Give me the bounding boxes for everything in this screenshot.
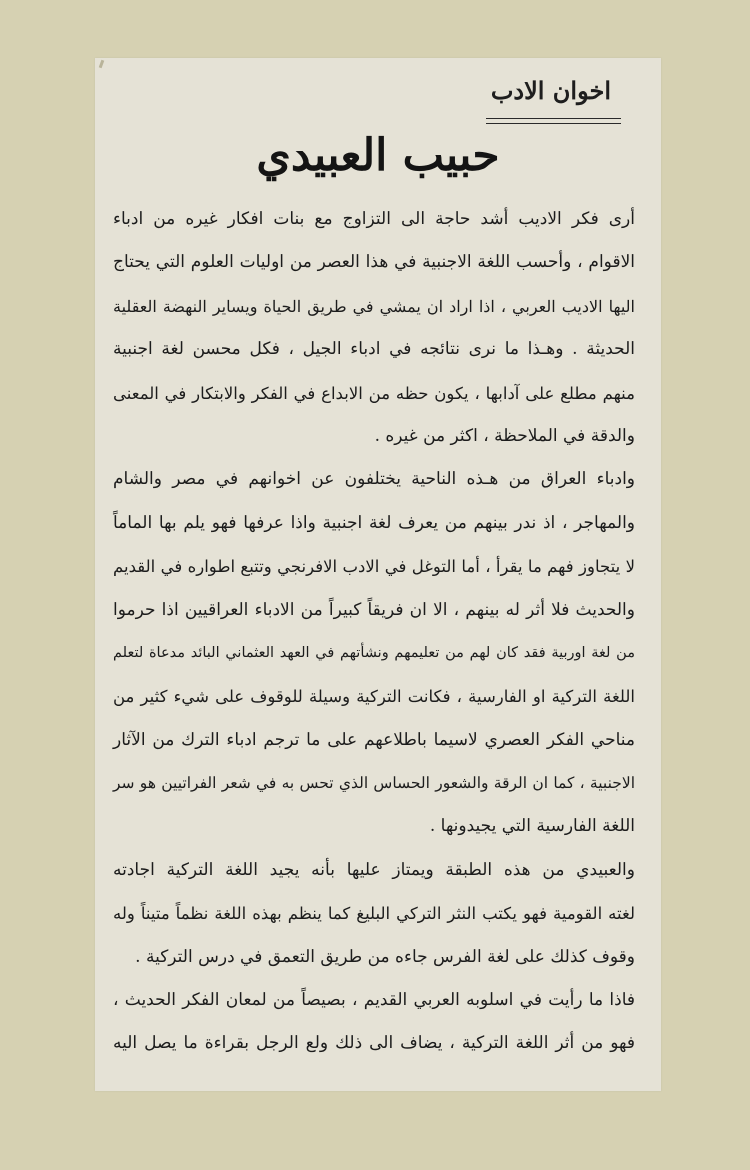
text-line: فهو من أثر اللغة التركية ، يضاف الى ذلك ولع الرجل بقراءة ما يصل اليه [113,1033,635,1054]
text-line: لا يتجاوز فهم ما يقرأ ، أما التوغل في الادب الافرنجي وتتبع اطواره في القديم [113,557,635,577]
text-line: أرى فكر الاديب أشد حاجة الى التزاوج مع بنات افكار غيره من ادباء [113,209,635,229]
article-body [113,198,635,1066]
text-line: وقوف كذلك على لغة الفرس جاءه من طريق التعمق في درس التركية . [135,946,635,967]
text-line: اللغة التركية او الفارسية ، فكانت التركية وسيلة للوقوف على شيء كثير من [113,687,635,707]
article-title: حبيب العبيدي [256,130,500,181]
text-line: لغته القومية فهو يكتب النثر التركي البليغ كما ينظم بهذه اللغة نظماً متيناً وله [113,904,635,924]
running-head-rule [486,118,621,124]
text-line: وادباء العراق من هـذه الناحية يختلفون عن اخوانهم في مصر والشام [113,469,635,490]
text-line: فاذا ما رأيت في اسلوبه العربي القديم ، بصيصاً من لمعان الفكر الحديث ، [113,990,635,1011]
text-line: الاقوام ، وأحسب اللغة الاجنبية في هذا العصر من اوليات العلوم التي يحتاج [113,252,635,273]
text-line: اللغة الفارسية التي يجيدونها . [429,816,635,837]
text-line: والعبيدي من هذه الطبقة ويمتاز عليها بأنه يجيد اللغة التركية اجادته [113,859,635,880]
book-page [95,58,661,1091]
text-line: من لغة اوربية فقد كان لهم من تعليمهم ونشأتهم في العهد العثماني البائد مدعاة لتعلم [113,644,635,661]
text-line: مناحي الفكر العصري لاسيما باطلاعهم على ما ترجم ادباء الترك من الآثار [113,729,635,750]
text-line: منهم مطلع على آدابها ، يكون حظه من الابداع في الفكر والابتكار في المعنى [113,383,635,403]
text-line: اليها الاديب العربي ، اذا اراد ان يمشي في طريق الحياة ويساير النهضة العقلية [113,296,635,316]
text-line: والحديث فلا أثر له بينهم ، الا ان فريقاً كبيراً من الادباء العراقيين اذا حرموا [113,599,635,620]
text-line: والمهاجر ، اذ ندر بينهم من يعرف لغة اجنبية واذا عرفها فهو يلم بها الماماً [113,512,635,533]
text-line: والدقة في الملاحظة ، اكثر من غيره . [374,425,635,446]
running-head: اخوان الادب [490,76,611,105]
text-line: الحديثة . وهـذا ما نرى نتائجه في ادباء الجيل ، فكل محسن لغة اجنبية [113,339,635,360]
text-line: الاجنبية ، كما ان الرقة والشعور الحساس الذي تحس به في شعر الفراتيين هو سر [113,774,635,793]
